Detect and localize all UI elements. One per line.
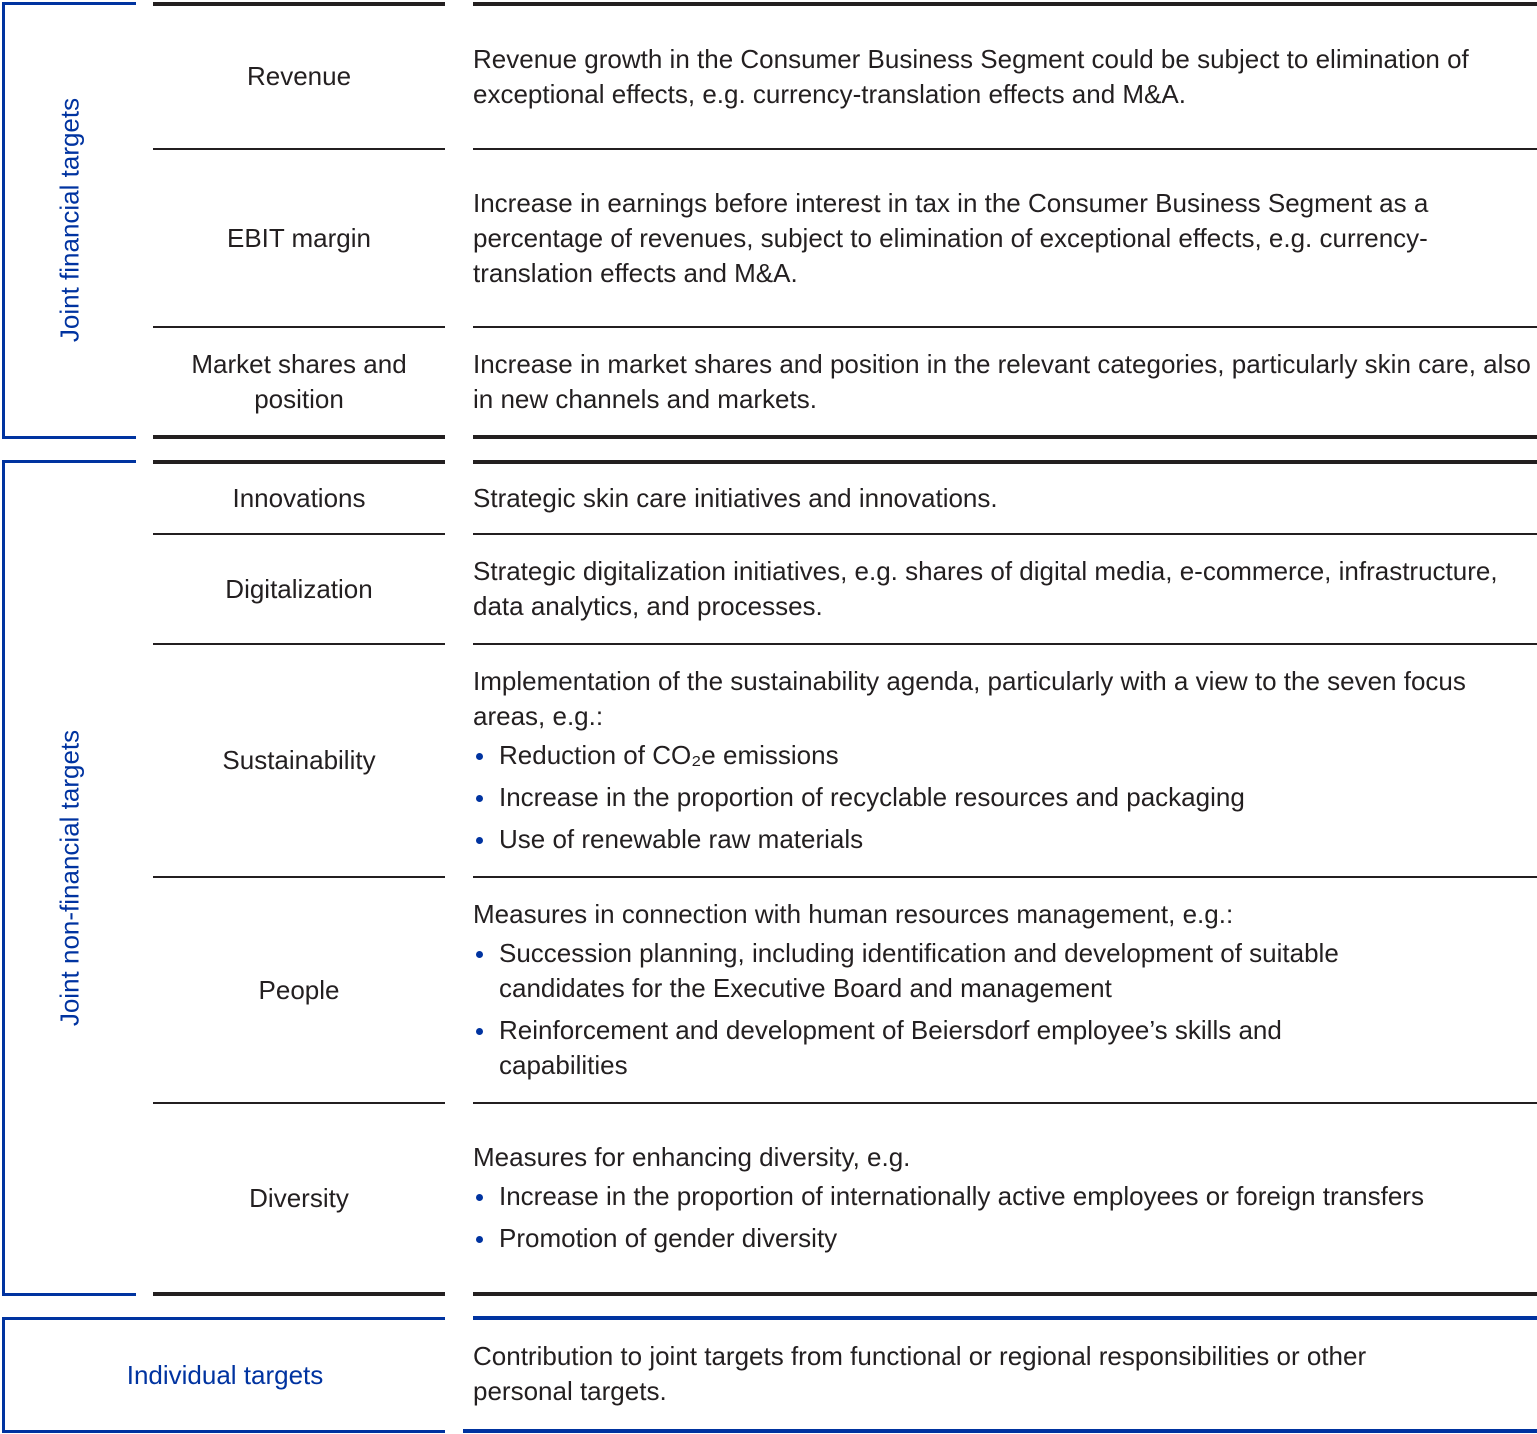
target-label: Innovations <box>232 483 366 513</box>
bullet-list <box>473 738 1245 857</box>
bullet-item: Increase in the proportion of internationally active employees or foreign transfers <box>473 1179 1424 1214</box>
target-label: People <box>258 974 340 1005</box>
bullet-list <box>473 936 1413 1083</box>
target-description <box>473 5 1533 148</box>
bullet-item: Succession planning, including identification and development of suitable candidates for the Executive Board and management <box>473 936 1413 1006</box>
target-description <box>473 464 1533 533</box>
bullet-item: Reinforcement and development of Beiersdorf employee’s skills and capabilities <box>473 1013 1413 1083</box>
bullet-item: Use of renewable raw materials <box>473 822 1245 857</box>
description-text: Measures for enhancing diversity, e.g. <box>473 1142 911 1172</box>
group-label-nonfinancial: Joint non-financial targets <box>54 729 85 1027</box>
target-description <box>473 878 1533 1102</box>
group-label-individual: Individual targets <box>126 1359 324 1390</box>
description-text: Strategic skin care initiatives and innovations. <box>473 483 998 513</box>
divider <box>153 1292 445 1296</box>
divider <box>473 1316 1537 1320</box>
bullet-list <box>473 1179 1424 1256</box>
divider <box>473 1292 1537 1296</box>
group-label-financial: Joint financial targets <box>54 97 85 343</box>
bullet-item: Promotion of gender diversity <box>473 1221 1424 1256</box>
description-text: Measures in connection with human resources management, e.g.: <box>473 899 1234 929</box>
divider <box>463 1429 1537 1433</box>
target-label: Revenue <box>246 61 352 91</box>
target-description <box>473 1104 1533 1292</box>
target-label: EBIT margin <box>226 222 371 253</box>
target-description <box>473 1320 1533 1428</box>
target-description <box>473 328 1533 435</box>
bullet-item: Reduction of CO₂e emissions <box>473 738 1245 773</box>
description-text: Increase in market shares and position in the relevant categories, particularly skin care, also in new channels and markets. <box>473 348 1531 414</box>
target-description <box>473 535 1533 643</box>
description-text: Contribution to joint targets from functional or regional responsibilities or other personal targets. <box>473 1341 1367 1406</box>
target-label: Diversity <box>249 1182 349 1213</box>
description-text: Revenue growth in the Consumer Business Segment could be subject to elimination of exceptional effects, e.g. currency-translation effects and M&A. <box>473 43 1469 109</box>
target-description <box>473 645 1533 876</box>
description-text: Increase in earnings before interest in tax in the Consumer Business Segment as a percentage of revenues, subject to elimination of exceptional effects, e.g. currency-translation effects and M&A. <box>473 187 1429 288</box>
divider <box>153 460 445 464</box>
target-description <box>473 150 1533 326</box>
target-label: Market shares and position <box>191 348 407 414</box>
description-text: Implementation of the sustainability agenda, particularly with a view to the seven focus areas, e.g.: <box>473 666 1466 731</box>
individual-targets-box <box>2 1317 445 1433</box>
description-text: Strategic digitalization initiatives, e.g. shares of digital media, e-commerce, infrastructure, data analytics, and processes. <box>473 556 1498 621</box>
divider <box>473 435 1537 439</box>
bullet-item: Increase in the proportion of recyclable resources and packaging <box>473 780 1245 815</box>
divider <box>473 460 1537 464</box>
divider <box>153 435 445 439</box>
target-label: Sustainability <box>222 745 376 775</box>
target-label: Digitalization <box>225 573 373 604</box>
